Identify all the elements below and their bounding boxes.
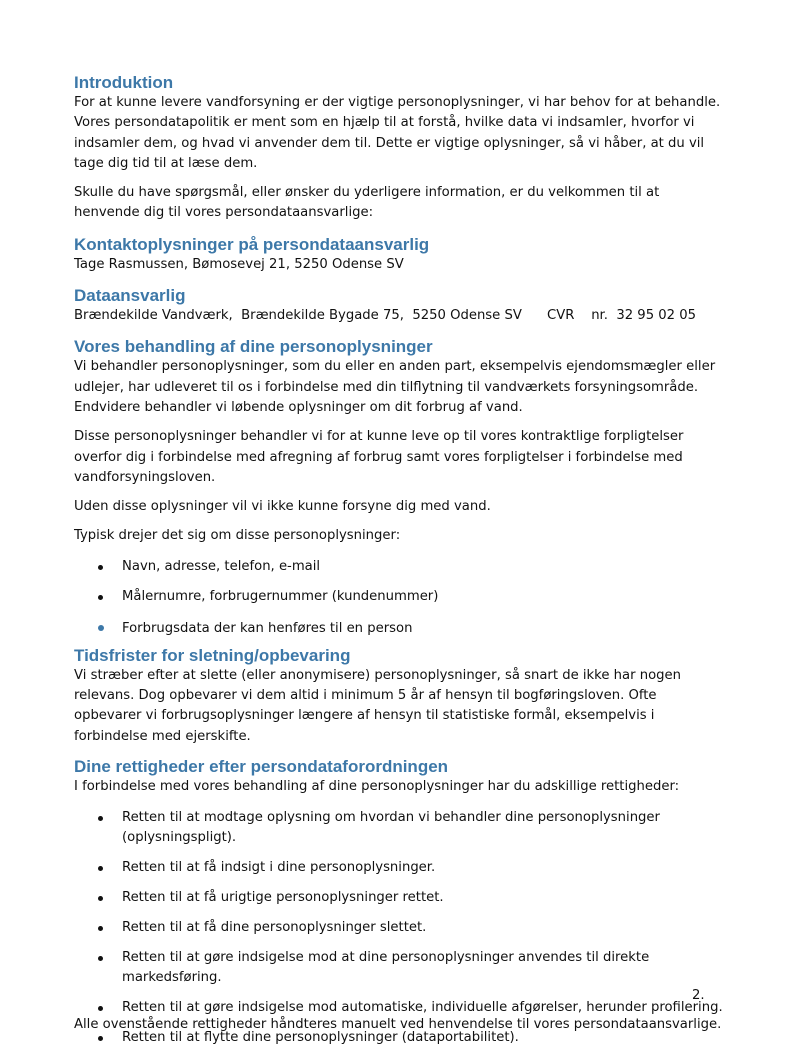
list-item-text: Forbrugsdata der kan henføres til en person (122, 620, 413, 636)
bullet-icon (98, 866, 103, 871)
footer-text: Alle ovenstående rettigheder håndteres manuelt ved henvendelse til vores persondataansvarlige. (74, 1017, 722, 1032)
list-item (74, 888, 724, 908)
contact-text: Tage Rasmussen, Bømosevej 21, 5250 Odense SV (74, 256, 404, 272)
processing-heading: Vores behandling af dine personoplysninger (74, 337, 433, 357)
contact-heading: Kontaktoplysninger på persondataansvarlig (74, 234, 430, 254)
list-item (74, 557, 724, 577)
list-item (74, 858, 724, 878)
list-item-text: Retten til at få dine personoplysninger slettet. (122, 920, 427, 936)
intro-section (74, 73, 724, 224)
retention-section (74, 646, 724, 747)
list-item-text: Retten til at få urigtige personoplysninger rettet. (122, 890, 444, 906)
bullet-icon (98, 625, 104, 631)
list-item (74, 587, 724, 607)
rights-list (74, 808, 724, 1048)
list-item-text: Retten til at modtage oplysning om hvordan vi behandler dine personoplysninger (oplysningspligt). (122, 810, 660, 846)
contact-section (74, 235, 724, 275)
list-item (74, 948, 724, 988)
controller-text: Brændekilde Vandværk, Brændekilde Bygade 75, 5250 Odense SV CVR nr. 32 95 02 05 (74, 308, 697, 324)
rights-paragraph: I forbindelse med vores behandling af dine personoplysninger har du adskillige rettigheder: (74, 778, 680, 794)
processing-paragraph-2: Disse personoplysninger behandler vi for at kunne leve op til vores kontraktlige forpligtelser overfor dig i forbindelse med afregning af forbrug samt vores forpligtelser i forbindelse med vandforsyningsloven. (74, 429, 684, 485)
bullet-icon (98, 1036, 103, 1041)
rights-heading: Dine rettigheder efter persondataforordningen (74, 756, 449, 776)
list-item-text: Navn, adresse, telefon, e-mail (122, 558, 321, 574)
bullet-icon (98, 816, 103, 821)
bullet-icon (98, 1006, 103, 1011)
list-item (74, 998, 724, 1018)
processing-paragraph-3: Uden disse oplysninger vil vi ikke kunne forsyne dig med vand. (74, 499, 491, 515)
list-item-text: Retten til at gøre indsigelse mod at dine personoplysninger anvendes til direkte markedsføring. (122, 950, 650, 986)
processing-section (74, 337, 724, 638)
list-item (74, 808, 724, 848)
bullet-icon (98, 926, 103, 931)
controller-heading: Dataansvarlig (74, 286, 186, 306)
retention-heading: Tidsfrister for sletning/opbevaring (74, 645, 351, 665)
list-item-text: Retten til at få indsigt i dine personoplysninger. (122, 860, 436, 876)
controller-section (74, 286, 724, 326)
intro-heading: Introduktion (74, 73, 174, 92)
rights-section (74, 757, 724, 1048)
list-item-text: Retten til at gøre indsigelse mod automatiske, individuelle afgørelser, herunder profilering. (122, 1000, 723, 1016)
processing-paragraph-4: Typisk drejer det sig om disse personoplysninger: (74, 528, 401, 544)
intro-paragraph-1: For at kunne levere vandforsyning er der vigtige personoplysninger, vi har behov for at behandle. Vores persondatapolitik er ment som en hjælp til at forstå, hvilke data vi indsamler, hvorfor vi indsamler dem, og hvad vi anvender dem til. Dette er vigtige oplysninger, så vi håber, at du vil tage dig tid til at læse dem. (74, 95, 721, 171)
bullet-icon (98, 956, 103, 961)
list-item-text: Retten til at flytte dine personoplysninger (dataportabilitet). (122, 1030, 519, 1046)
intro-paragraph-2: Skulle du have spørgsmål, eller ønsker du yderligere information, er du velkommen til at henvende dig til vores persondataansvarlige: (74, 185, 660, 221)
processing-paragraph-1: Vi behandler personoplysninger, som du eller en anden part, eksempelvis ejendomsmægler eller udlejer, har udleveret til os i forbindelse med din tilflytning til vandværkets forsyningsområde. Endvidere behandler vi løbende oplysninger om dit forbrug af vand. (74, 359, 716, 415)
list-item (74, 918, 724, 938)
list-item (74, 619, 724, 639)
page-number: 2. (692, 988, 705, 1003)
retention-paragraph: Vi stræber efter at slette (eller anonymisere) personoplysninger, så snart de ikke har nogen relevans. Dog opbevarer vi dem altid i minimum 5 år af hensyn til bogføringsloven. Ofte opbevarer vi forbrugsoplysninger længere af hensyn til statistiske formål, eksempelvis i forbindelse med ejerskifte. (74, 667, 681, 744)
list-item-text: Målernumre, forbrugernummer (kundenummer) (122, 588, 439, 604)
bullet-icon (98, 595, 103, 600)
bullet-icon (98, 565, 103, 570)
bullet-icon (98, 896, 103, 901)
processing-list (74, 557, 724, 639)
document-content (74, 73, 724, 1055)
